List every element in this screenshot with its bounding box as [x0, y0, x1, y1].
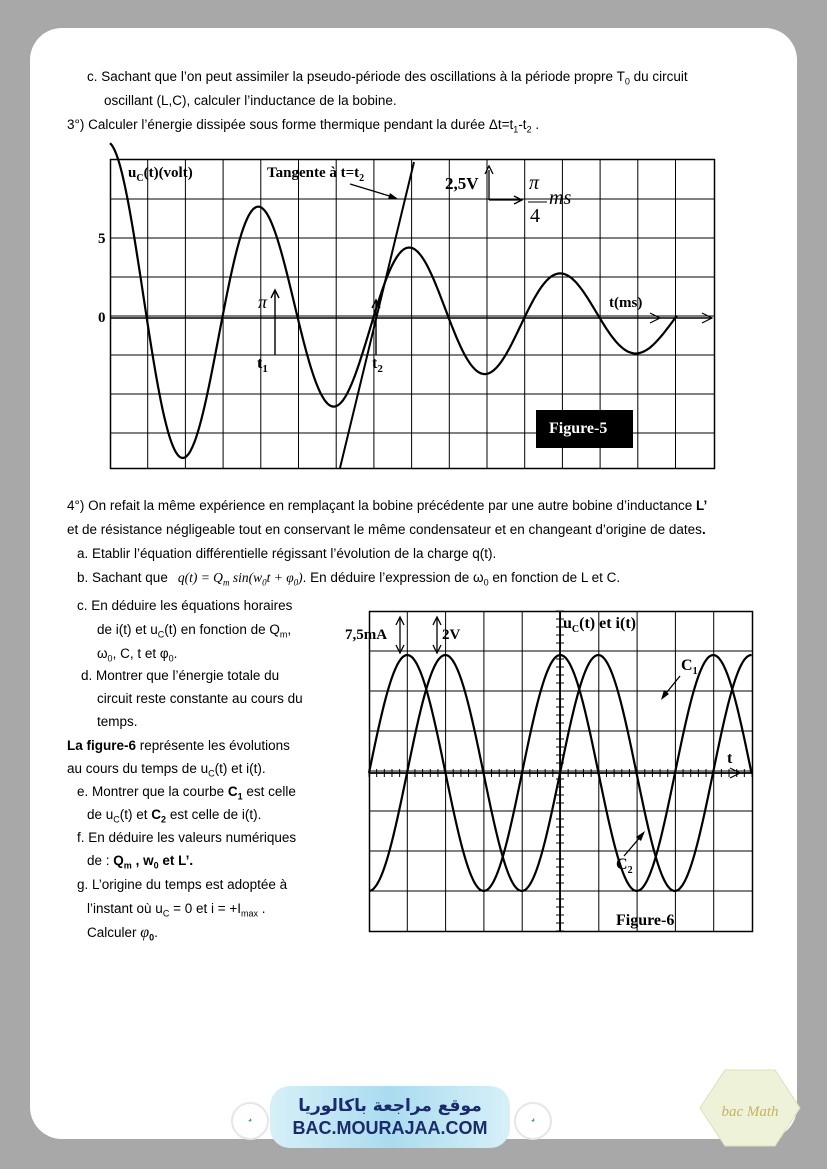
q4-b: b. Sachant que $q(t) = Q_m$ $\sin(w_0t + \varphi_0)$. En déduire l’expression de $\omega_0$ en fonction de L et C. [77, 570, 621, 588]
fig5-pi: π [258, 292, 268, 312]
fig5-scale-ms: ms [549, 187, 572, 209]
fig5-t-axis: t(ms) [609, 295, 643, 311]
bacmath-logo-icon [695, 1068, 805, 1148]
fig5-t1: $t_1$ [257, 355, 268, 376]
fig5-scale-four: 4 [530, 205, 540, 227]
fig6-title: $u_C(t)$ et i(t) [563, 615, 636, 636]
fig5-y0: 0 [98, 310, 106, 326]
fig5-ylabel: $u_C(t)(volt)$ [128, 165, 193, 184]
fig5-y5: 5 [98, 231, 106, 247]
q4-c-line1: c. En déduire les équations horaires [77, 598, 293, 613]
q4-a: a. Etablir l’équation différentielle régissant l’évolution de la charge q(t). [77, 546, 497, 561]
q4-f-line2: de : $Q_m$ , $w_0$ et L’. [87, 853, 194, 871]
fig5-tangent-label: Tangente à $t=t_2$ [267, 165, 365, 184]
fig6-t-axis: t [727, 750, 733, 767]
question-3c-line2: oscillant (L,C), calculer l’inductance de la bobine. [104, 93, 397, 108]
q4-c-line3: $\omega_0$, C, t et $\varphi_0$. [97, 646, 178, 664]
fig5-scale-pi: π [529, 172, 540, 194]
fig6-c1-label: $C_1$ [681, 657, 698, 678]
footer-url[interactable]: BAC.MOURAJAA.COM [292, 1118, 488, 1138]
right-logo-icon: ◕ [514, 1102, 552, 1140]
q4-g-line2: l’instant où $u_C = 0$ et $i = +I_{max}$ . [87, 901, 266, 919]
fig6-c2-label: $C_2$ [616, 856, 633, 877]
q4-e-line1: e. Montrer que la courbe $C_1$ est celle [77, 784, 296, 802]
fig5-t2: $t_2$ [372, 355, 383, 376]
q4-g-line3: Calculer $\varphi_0$. [87, 924, 158, 943]
q4-d-line1: d. Montrer que l’énergie totale du [81, 668, 280, 683]
q4-d-line2: circuit reste constante au cours du [97, 691, 303, 706]
fig5-caption: Figure-5 [549, 420, 608, 437]
left-logo-icon: ◕ [231, 1102, 269, 1140]
q4-intro1: 4°) On refait la même expérience en remplaçant la bobine précédente par une autre bobine d’inductance L’ [67, 498, 708, 513]
q4-e-line2: de $u_C(t)$ et $C_2$ est celle de i(t). [87, 807, 262, 825]
fig5-scale-volt: 2,5V [445, 174, 479, 193]
svg-text:bac Math: bac Math [721, 1104, 779, 1120]
fig6-caption: Figure-6 [616, 912, 675, 929]
fig6-scale-current: 7,5mA [345, 627, 388, 643]
question-3: 3°) Calculer l’énergie dissipée sous forme thermique pendant la durée $\Delta t=t_1-t_2$ . [67, 117, 540, 135]
q4-c-line2: de i(t) et $u_C(t)$ en fonction de $Q_m$, [97, 622, 292, 640]
q4-intro2: et de résistance négligeable tout en conservant le même condensateur et en changeant d’origine de dates. [67, 522, 706, 537]
question-3c-line1: c. Sachant que l’on peut assimiler la pseudo-période des oscillations à la période propre $T_0$ du circuit [87, 69, 688, 87]
q4-g-line1: g. L’origine du temps est adoptée à [77, 877, 288, 892]
q4-d-line3: temps. [97, 714, 138, 729]
footer-banner[interactable] [270, 1086, 510, 1148]
figure6-intro1: La figure-6 représente les évolutions [67, 738, 290, 753]
footer-arabic: موقع مراجعة باكالوريا [298, 1096, 482, 1116]
fig6-scale-volt: 2V [442, 627, 461, 643]
figure6-intro2: au cours du temps de $u_C(t)$ et i(t). [67, 761, 266, 779]
q4-f-line1: f. En déduire les valeurs numériques [77, 830, 297, 845]
